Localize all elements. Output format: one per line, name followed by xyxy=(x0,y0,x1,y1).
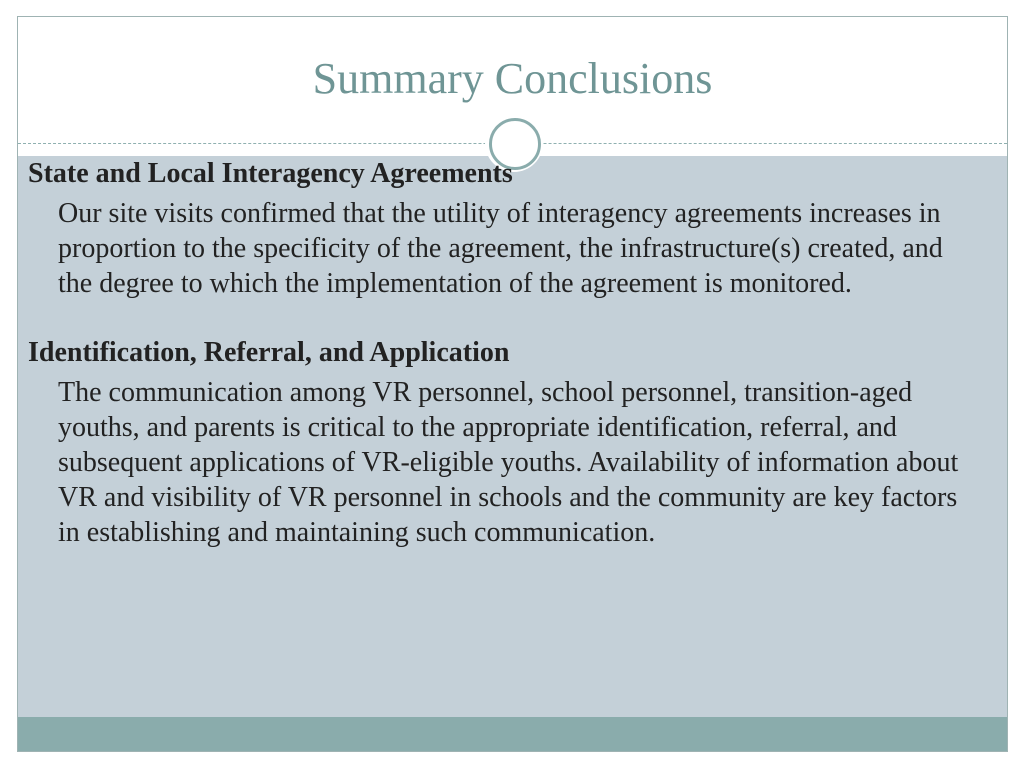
section-interagency-agreements xyxy=(28,156,968,301)
section-heading: State and Local Interagency Agreements xyxy=(28,158,513,189)
section-identification-referral xyxy=(28,335,968,550)
section-paragraph: The communication among VR personnel, school personnel, transition-aged youths, and parents is critical to the appropriate identification, referral, and subsequent applications of VR-eligible youths. Availability of information about VR and visibility of VR personnel in schools and the community are key factors in establishing and maintaining such communication. xyxy=(58,377,959,548)
slide-body xyxy=(28,156,968,550)
footer-band xyxy=(18,717,1007,751)
section-paragraph: Our site visits confirmed that the utility of interagency agreements increases in proportion to the specificity of the agreement, the infrastructure(s) created, and the degree to which the implementation of the agreement is monitored. xyxy=(58,198,943,299)
section-heading: Identification, Referral, and Application xyxy=(28,337,510,368)
slide-title: Summary Conclusions xyxy=(312,54,713,103)
